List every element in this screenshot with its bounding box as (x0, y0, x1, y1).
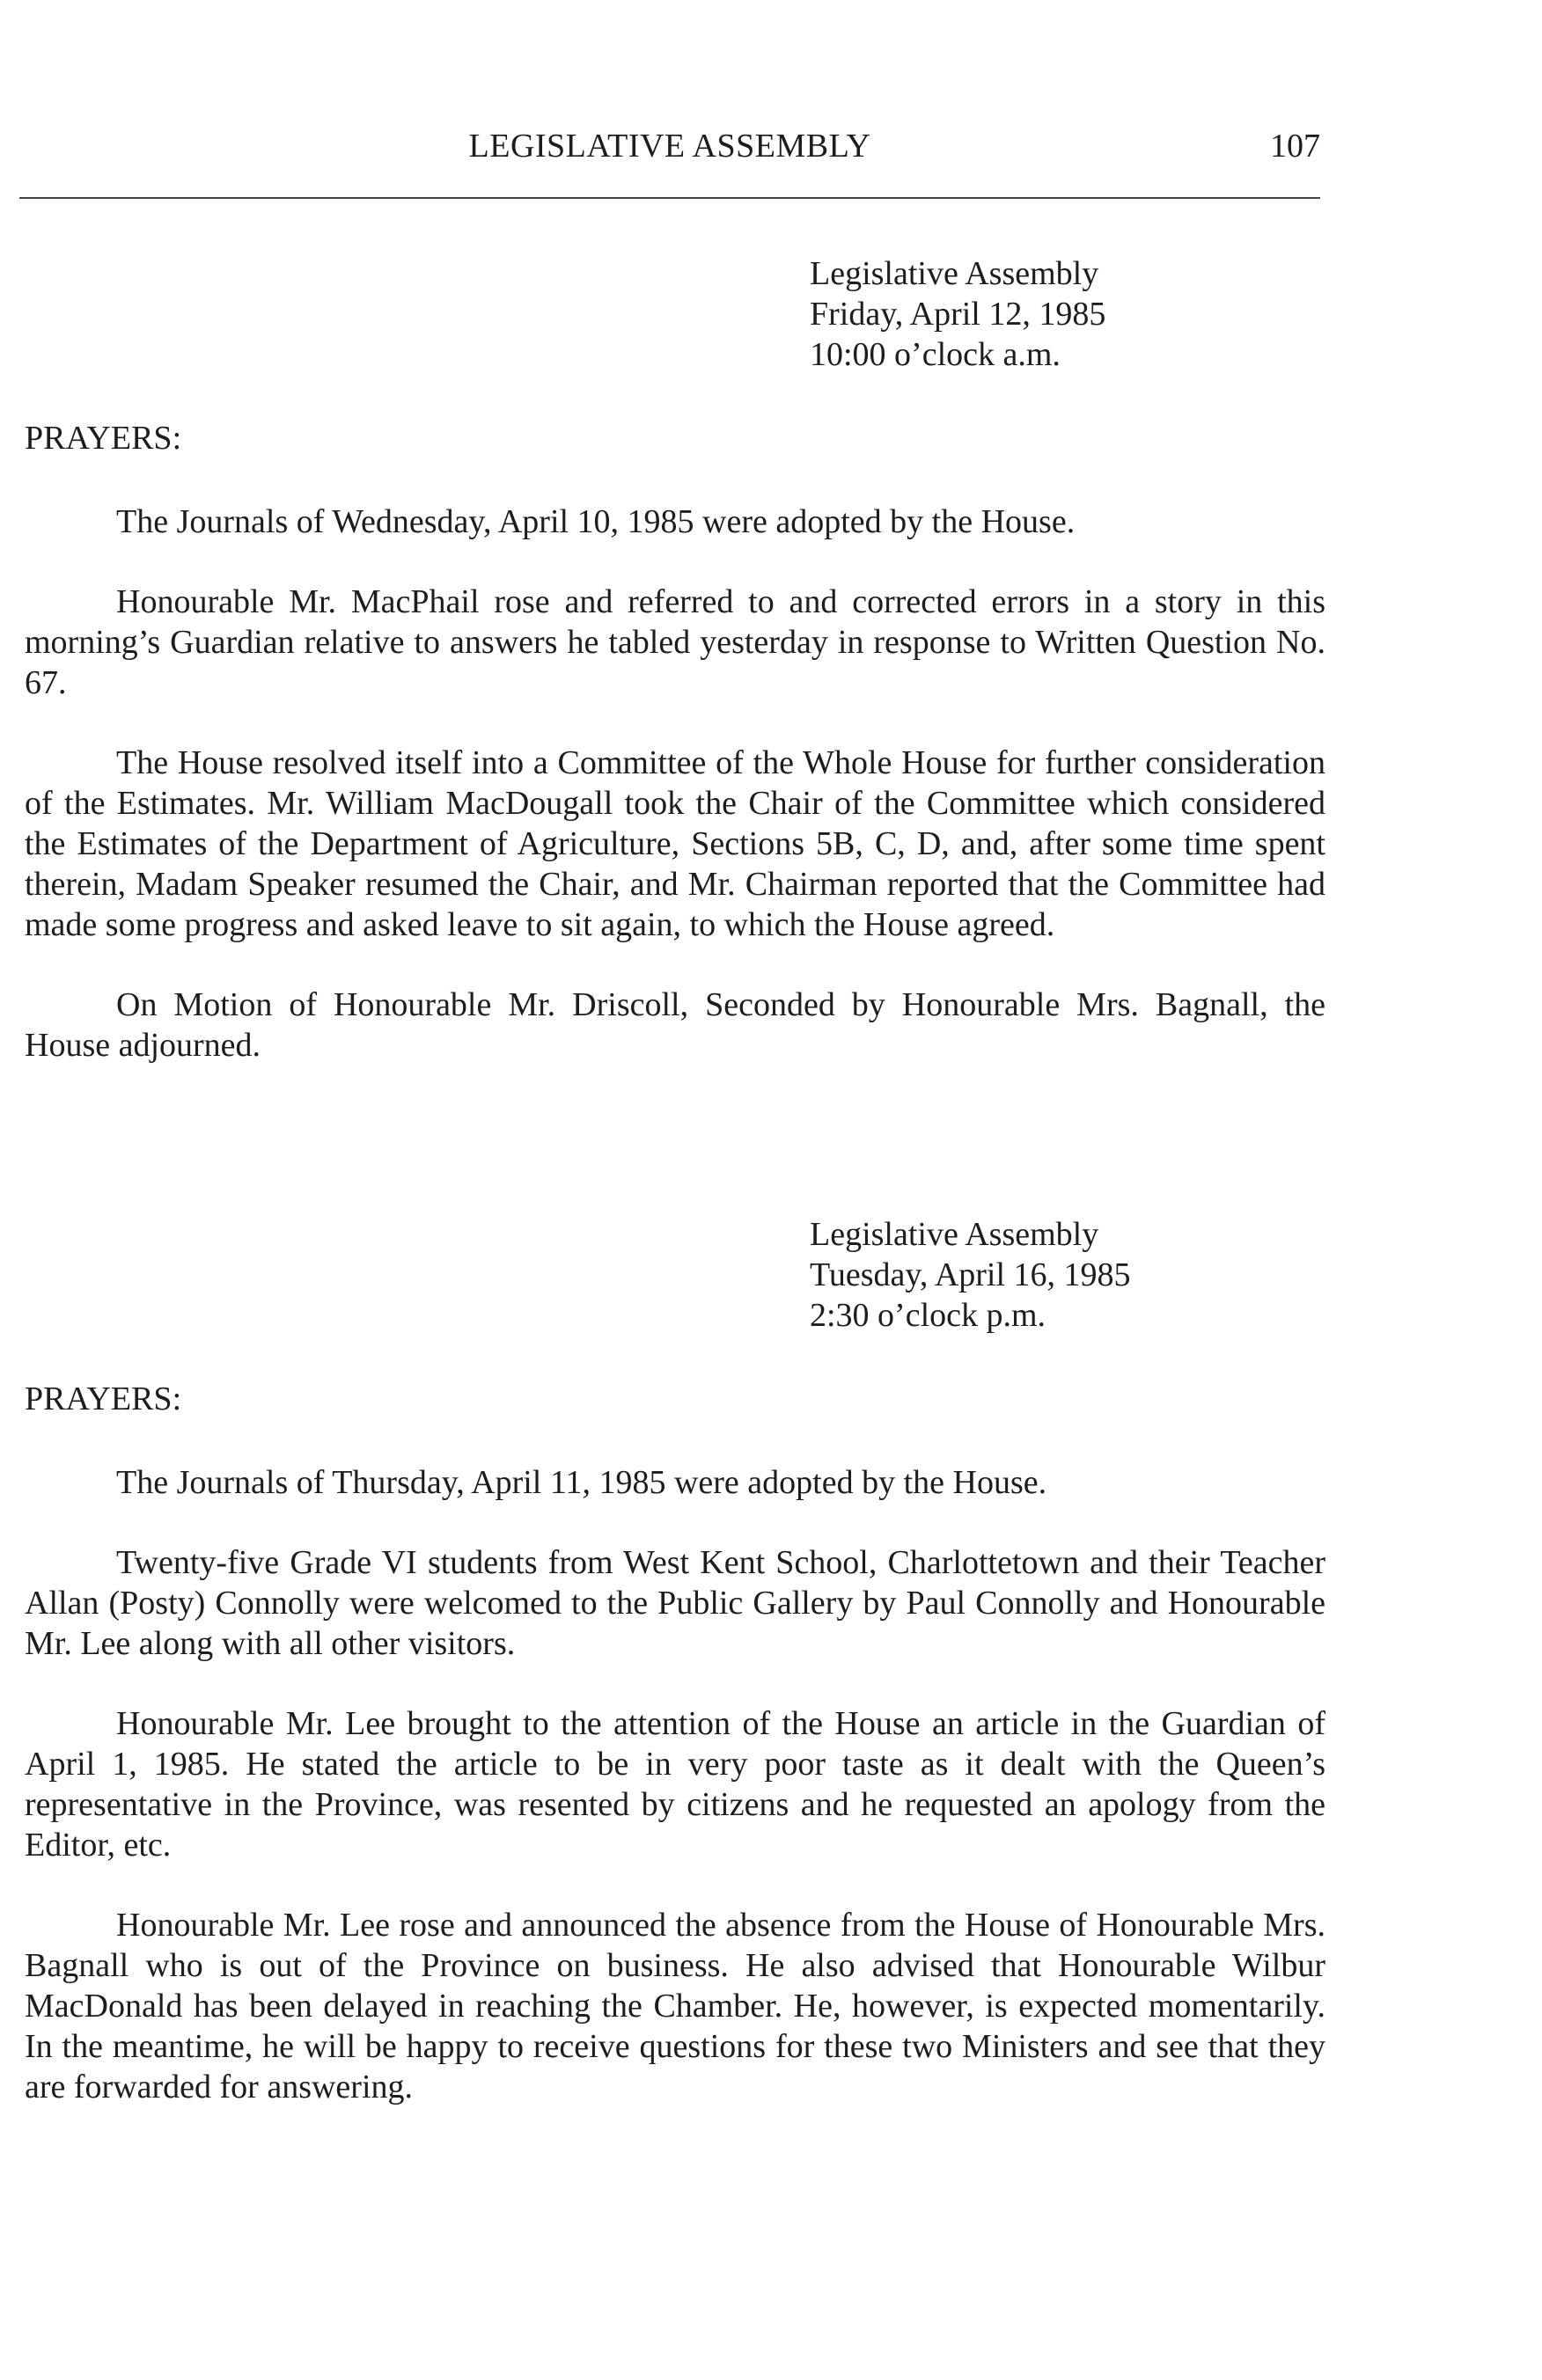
paragraph: Honourable Mr. Lee rose and announced the absence from the House of Honourable Mrs. Bagnall who is out of the Province on business. He also advised that Honourable Wilbur MacDonald has been delayed in reaching the Chamber. He, however, is expected momentarily. In the meantime, he will be happy to receive questions for these two Ministers and see that they are forwarded for answering. (25, 1907, 1325, 2105)
paragraph: Honourable Mr. MacPhail rose and referred to and corrected errors in a story in this morning’s Guardian relative to answers he tabled yesterday in response to Written Question No. 67. (25, 583, 1325, 701)
session-heading (810, 253, 1105, 375)
prayers-label: PRAYERS: (25, 1380, 182, 1417)
session-body (25, 502, 1325, 1105)
page-header (19, 127, 1320, 176)
prayers-label: PRAYERS: (25, 420, 182, 457)
paragraph: The Journals of Wednesday, April 10, 1985 were adopted by the House. (116, 503, 1076, 540)
header-rule (19, 197, 1320, 199)
session-date: Tuesday, April 16, 1985 (810, 1256, 1131, 1293)
paragraph: The House resolved itself into a Committee of the Whole House for further consideration of the Estimates. Mr. William MacDougall took the Chair of the Committee which considered the Estimates of the Department of Agriculture, Sections 5B, C, D, and, after some time spent therein, Madam Speaker resumed the Chair, and Mr. Chairman reported that the Committee had made some progress and asked leave to sit again, to which the House agreed. (25, 744, 1325, 943)
paragraph: On Motion of Honourable Mr. Driscoll, Seconded by Honourable Mrs. Bagnall, the House adjourned. (25, 986, 1325, 1064)
paragraph: The Journals of Thursday, April 11, 1985 were adopted by the House. (116, 1464, 1047, 1501)
session-body-name: Legislative Assembly (810, 1216, 1099, 1253)
session-time: 2:30 o’clock p.m. (810, 1297, 1046, 1334)
paragraph: Honourable Mr. Lee brought to the attention of the House an article in the Guardian of April 1, 1985. He stated the article to be in very poor taste as it dealt with the Queen’s representative in the Province, was resented by citizens and he requested an apology from the Editor, etc. (25, 1705, 1325, 1864)
page-number: 107 (1270, 128, 1320, 165)
session-body (25, 1462, 1325, 2147)
paragraph: Twenty-five Grade VI students from West Kent School, Charlottetown and their Teacher Allan (Posty) Connolly were welcomed to the Public Gallery by Paul Connolly and Honourable Mr. Lee along with all other visitors. (25, 1544, 1325, 1662)
session-time: 10:00 o’clock a.m. (810, 336, 1061, 373)
session-body-name: Legislative Assembly (810, 255, 1099, 292)
running-title: LEGISLATIVE ASSEMBLY (468, 128, 871, 165)
session-heading (810, 1214, 1131, 1336)
session-date: Friday, April 12, 1985 (810, 296, 1106, 333)
